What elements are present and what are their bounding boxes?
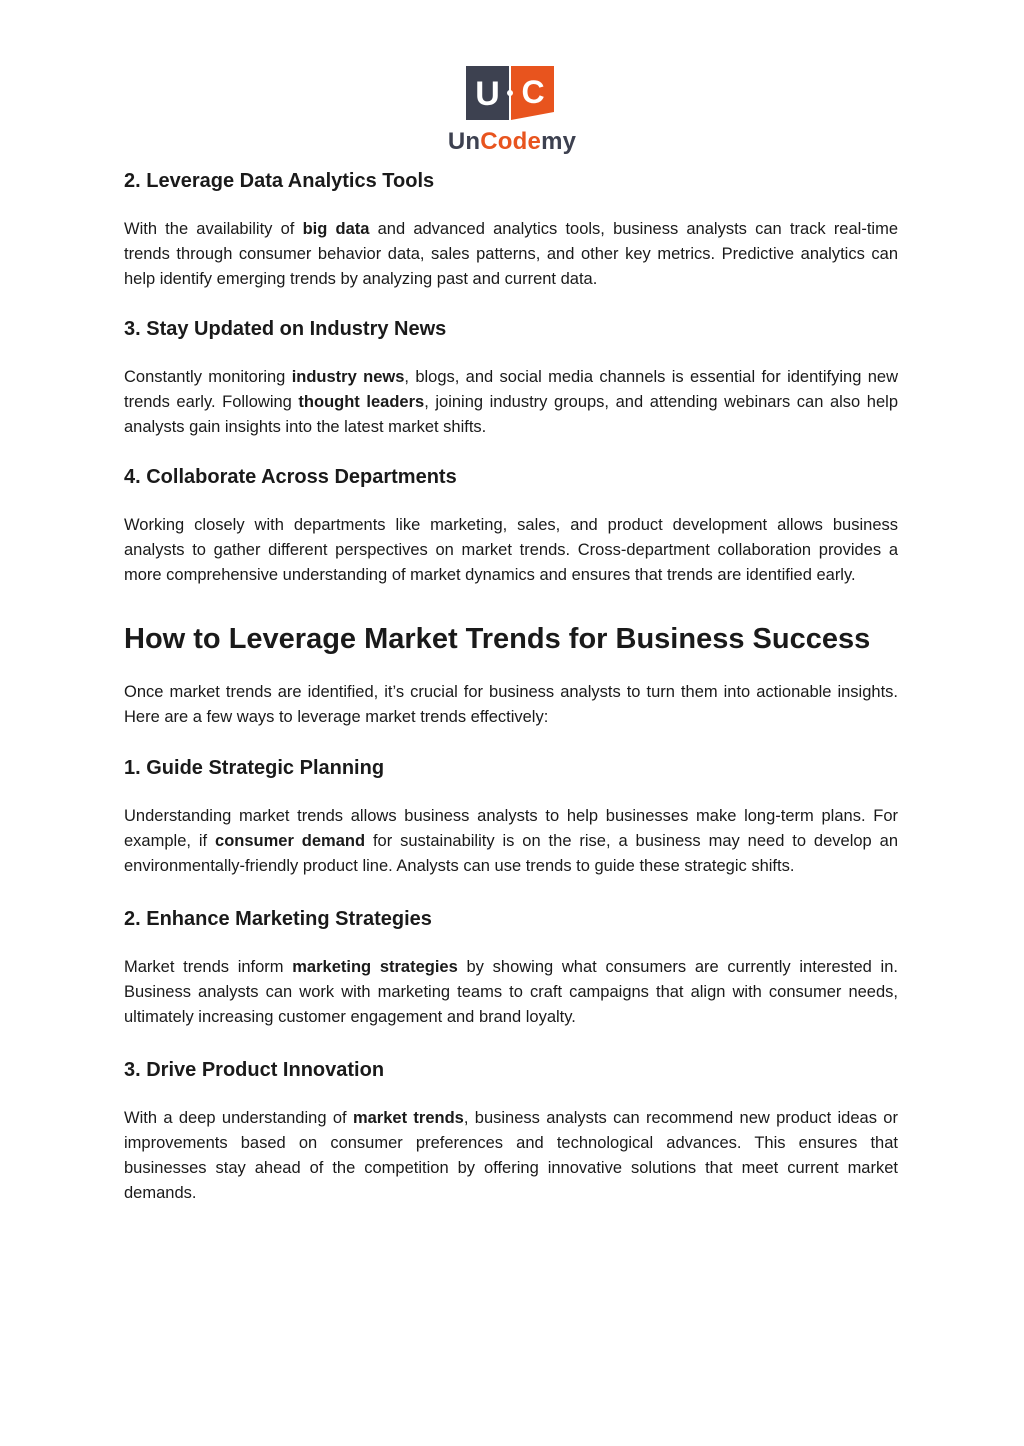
section-paragraph-data-analytics: With the availability of big data and advanced analytics tools, business analysts can track real-time trends through consumer behavior data, sales patterns, and other key metrics. Predictive analytics can help identify emerging trends by analyzing past and current data.: [124, 220, 898, 288]
brand-name: [438, 128, 586, 156]
section-heading-data-analytics: 2. Leverage Data Analytics Tools: [124, 170, 435, 192]
logo-dot: [507, 90, 513, 96]
section-heading-marketing-strategies: 2. Enhance Marketing Strategies: [124, 908, 432, 930]
section-paragraph-strategic-planning: Understanding market trends allows business analysts to help businesses make long-term plans. For example, if consumer demand for sustainability is on the rise, a business may need to develop an environmentally-friendly product line. Analysts can use trends to guide these strategic shifts.: [124, 807, 898, 875]
uncodemy-logo-mark: [466, 66, 554, 120]
section-heading-collaborate: 4. Collaborate Across Departments: [124, 466, 457, 488]
logo-letter-c: C: [521, 74, 545, 110]
logo-letter-u: U: [475, 75, 500, 113]
brand-logo: [438, 66, 586, 158]
section-heading-product-innovation: 3. Drive Product Innovation: [124, 1059, 385, 1081]
section-heading-industry-news: 3. Stay Updated on Industry News: [124, 318, 447, 340]
section-paragraph-industry-news: Constantly monitoring industry news, blogs, and social media channels is essential for identifying new trends early. Following thought leaders, joining industry groups, and attending webinars can also help analysts gain insights into the latest market shifts.: [124, 368, 898, 436]
document-body: [124, 166, 898, 1206]
section-heading-strategic-planning: 1. Guide Strategic Planning: [124, 757, 385, 779]
section-paragraph-marketing-strategies: Market trends inform marketing strategies by showing what consumers are currently interested in. Business analysts can work with marketing teams to craft campaigns that align with consumer needs, ultimately increasing customer engagement and brand loyalty.: [124, 958, 898, 1026]
section-paragraph-collaborate: Working closely with departments like marketing, sales, and product development allows business analysts to gather different perspectives on market trends. Cross-department collaboration provides a more comprehensive understanding of market dynamics and ensures that trends are identified early.: [124, 516, 898, 584]
main-heading: How to Leverage Market Trends for Business Success: [124, 623, 871, 655]
section-paragraph-product-innovation: With a deep understanding of market trends, business analysts can recommend new product ideas or improvements based on consumer preferences and technological advances. This ensures that businesses stay ahead of the competition by offering innovative solutions that meet current market demands.: [124, 1109, 898, 1202]
brand-name-part1: Un: [447, 128, 481, 155]
brand-name-part3: my: [541, 128, 577, 155]
brand-name-part2: Code: [480, 128, 542, 155]
main-intro-paragraph: Once market trends are identified, it’s crucial for business analysts to turn them into actionable insights. Here are a few ways to leverage market trends effectively:: [124, 683, 898, 726]
